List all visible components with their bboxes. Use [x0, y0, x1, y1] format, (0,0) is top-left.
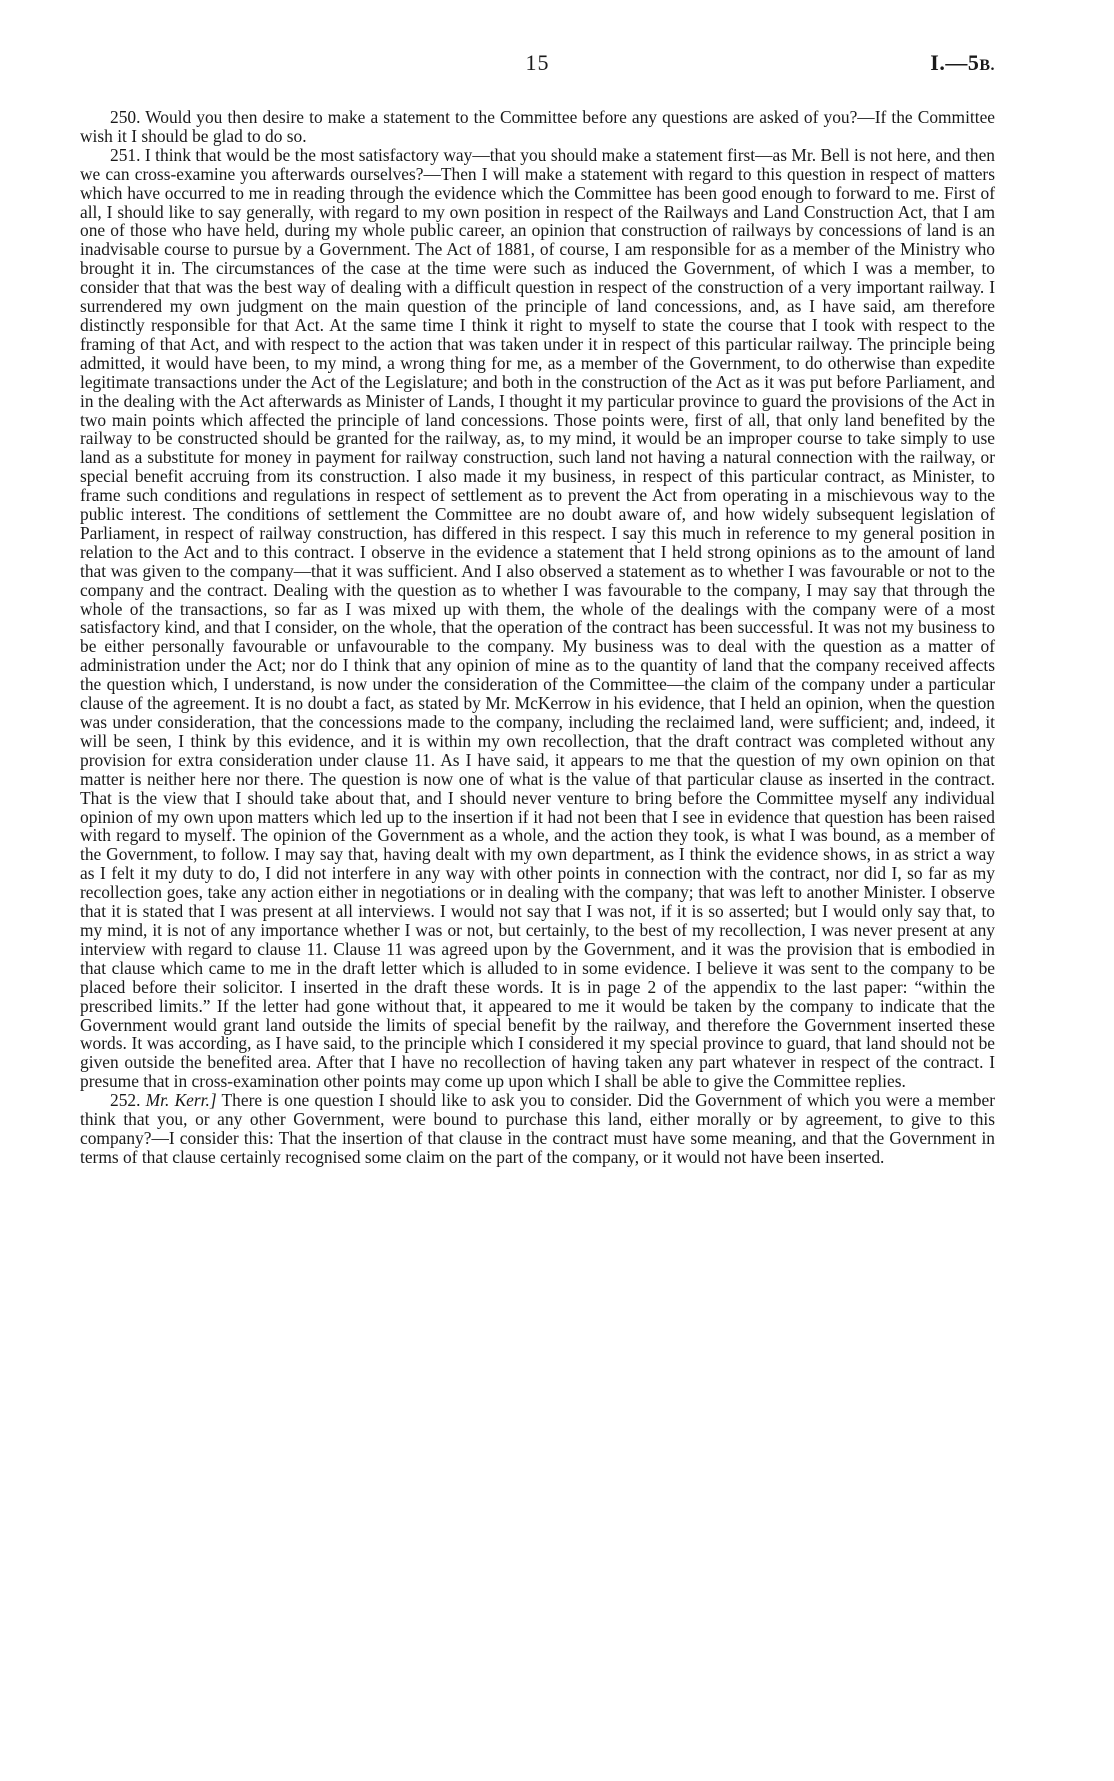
- reference-suffix: B.: [979, 57, 995, 74]
- question-252: [80, 1091, 995, 1167]
- document-body: [80, 108, 995, 1167]
- page-number: 15: [525, 50, 550, 75]
- question-number: 250.: [110, 107, 141, 127]
- document-reference: [930, 50, 995, 76]
- question-text: Would you then desire to make a statement to the Committee before any questions are asked of you?—If the Committee wish it I should be glad to do so.: [80, 107, 996, 146]
- page-header: [80, 50, 995, 90]
- question-number: 251.: [110, 144, 141, 165]
- question-number: 252.: [110, 1090, 141, 1111]
- speaker-name: Mr. Kerr.]: [145, 1090, 217, 1111]
- question-250: [80, 108, 995, 146]
- question-251: [80, 146, 995, 1091]
- reference-prefix: I.—5: [930, 50, 980, 75]
- question-text: I think that would be the most satisfactory way—that you should make a statement first—as Mr. Bell is not here, and then we can cross-examine you afterwards ourselves?—Then I will make a statement with regard to this question in respect of matters which have occurred to me in reading through the evidence which the Committee has been good enough to forward to me. First of all, I should like to say generally, with regard to my own position in respect of the Railways and Land Construction Act, that I am one of those who have held, during my whole public career, an opinion that construction of railways by concessions of land is an inadvisable course to pursue by a Government. The Act of 1881, of course, I am responsible for as a member of the Ministry who brought it in. The circumstances of the case at the time were such as induced the Government, of which I was a member, to consider that that was the best way of dealing with a difficult question in respect of the construction of a very important railway. I surrendered my own judgment on the main question of the principle of land concessions, and, as I have said, am therefore distinctly responsible for that Act. At the same time I think it right to myself to state the course that I took with respect to the framing of that Act, and with respect to the action that was taken under it in respect of this particular railway. The principle being admitted, it would have been, to my mind, a wrong thing for me, as a member of the Government, to do otherwise than expedite legitimate transactions under the Act of the Legislature; and both in the construction of the Act as it was put before Parliament, and in the dealing with the Act afterwards as Minister of Lands, I thought it my particular province to guard the provisions of the Act in two main points which affected the principle of land concessions. Those points were, first of all, that only land benefited by the railway to be constructed should be granted for the railway, as, to my mind, it would be an improper course to take simply to use land as a substitute for money in payment for railway construction, such land not having a natural connection with the railway, or special benefit accruing from its construction. I also made it my business, in respect of this particular contract, as Minister, to frame such conditions and regulations in respect of settlement as to prevent the Act from operating in a mischievous way to the public interest. The conditions of settlement the Committee are no doubt aware of, and how widely subsequent legislation of Parliament, in respect of railway construction, has differed in this respect. I say this much in reference to my general position in relation to the Act and to this contract. I observe in the evidence a statement that I held strong opinions as to the amount of land that was given to the company—that it was sufficient. And I also observed a statement as to whether I was favourable or not to the company and the contract. Dealing with the question as to whether I was favourable to the company, I may say that through the whole of the transactions, so far as I was mixed up with them, the whole of the dealings with the company were of a most satisfactory kind, and that I consider, on the whole, that the operation of the contract has been successful. It was not my business to be either personally favourable or unfavourable to the company. My business was to deal with the question as a matter of administration under the Act; nor do I think that any opinion of mine as to the quantity of land that the company received affects the question which, I understand, is now under the consideration of the Committee—the claim of the company under a particular clause of the agreement. It is no doubt a fact, as stated by Mr. McKerrow in his evidence, that I held an opinion, when the question was under consideration, that the concessions made to the company, including the reclaimed land, were sufficient; and, indeed, it will be seen, I think by this evidence, and it is within my own recollection, that the draft contract was completed without any provision for extra consideration under clause 11. As I have said, it appears to me that the question of my own opinion on that matter is neither here nor there. The question is now one of what is the value of that particular clause as inserted in the contract. That is the view that I should take about that, and I should never venture to bring before the Committee myself any individual opinion of my own upon matters which led up to the insertion if it had not been that I see in evidence that question has been raised with regard to myself. The opinion of the Government as a whole, and the action they took, is what I was bound, as a member of the Government, to follow. I may say that, having dealt with my own department, as I think the evidence shows, in as strict a way as I felt it my duty to do, I did not interfere in any way with other points in connection with the contract, nor did I, so far as my recollection goes, take any action either in negotiations or in dealing with the company; that was left to another Minister. I observe that it is stated that I was present at all interviews. I would not say that I was not, if it is so asserted; but I would only say that, to my mind, it is not of any importance whether I was or not, but certainly, to the best of my recollection, I was never present at any interview with regard to clause 11. Clause 11 was agreed upon by the Government, and it was the provision that is embodied in that clause which came to me in the draft letter which is alluded to in some evidence. I believe it was sent to the company to be placed before their solicitor. I inserted in the draft these words. It is in page 2 of the appendix to the last paper: “within the prescribed limits.” If the letter had gone without that, it appeared to me it would be taken by the company to indicate that the Government would grant land outside the limits of special benefit by the railway, and therefore the Government inserted these words. It was according, as I have said, to the principle which I considered it my special province to guard, that land should not be given outside the benefited area. After that I have no recollection of having taken any part whatever in respect of the contract. I presume that in cross-examination other points may come up upon which I shall be able to give the Committee replies.: [80, 144, 995, 1092]
- document-page: [80, 50, 995, 1740]
- question-text: There is one question I should like to ask you to consider. Did the Government of which you were a member think that you, or any other Government, were bound to purchase this land, either morally or by agreement, to give to this company?—I consider this: That the insertion of that clause in the contract must have some meaning, and that the Government in terms of that clause certainly recognised some claim on the part of the company, or it would not have been inserted.: [80, 1090, 995, 1167]
